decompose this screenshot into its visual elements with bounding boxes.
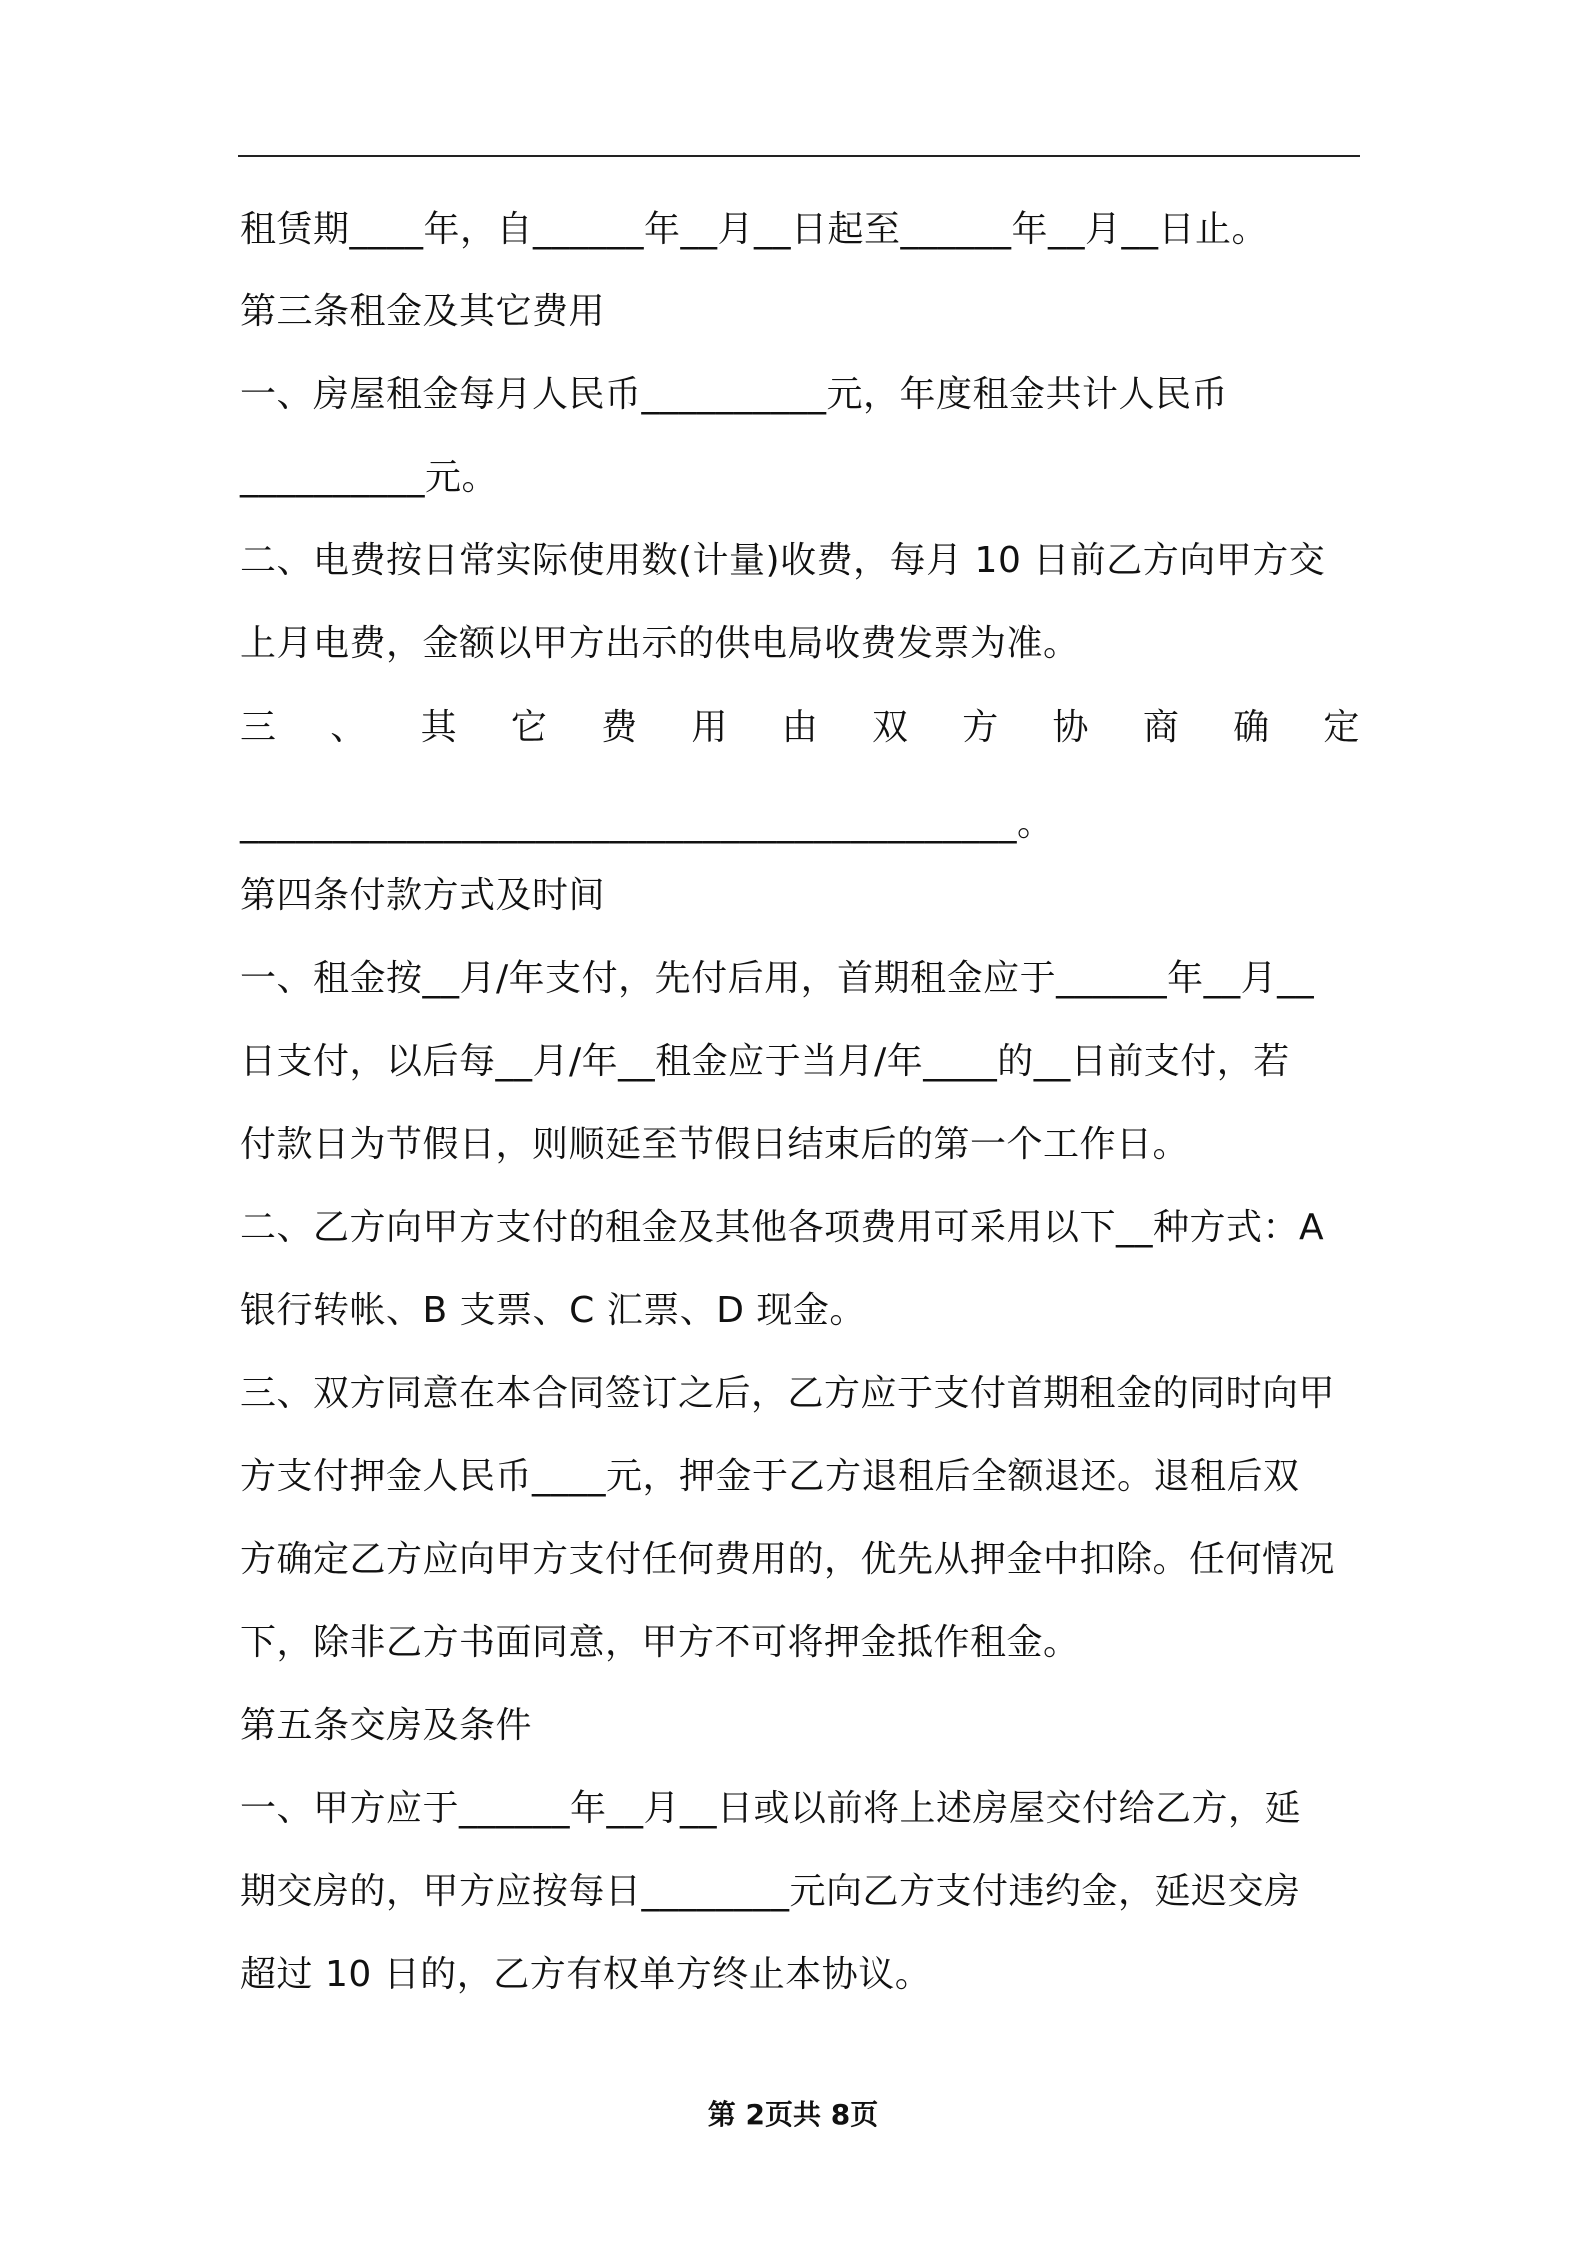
handover-line-3: 超过 10 日的，乙方有权单方终止本协议。 xyxy=(240,1954,932,1995)
spread-char: 、 xyxy=(330,707,367,748)
deposit-line-2: 方支付押金人民币____元，押金于乙方退租后全额退还。退租后双 xyxy=(240,1456,1300,1497)
spread-char: 它 xyxy=(510,707,548,748)
spread-char: 三 xyxy=(240,707,277,748)
spread-char: 协 xyxy=(1052,707,1090,748)
article-5-heading: 第五条交房及条件 xyxy=(240,1705,533,1746)
spread-char: 确 xyxy=(1233,707,1270,748)
other-fees-blank-line: __________________________________________。 xyxy=(240,803,1054,844)
spread-char: 商 xyxy=(1142,707,1180,748)
spread-char: 定 xyxy=(1323,707,1360,748)
payment-method-line-1: 二、乙方向甲方支付的租金及其他各项费用可采用以下__种方式：A xyxy=(240,1207,1325,1248)
header-rule xyxy=(238,155,1360,157)
rent-line-2: __________元。 xyxy=(240,457,499,498)
spread-char: 费 xyxy=(601,707,638,748)
payment-line-2: 日支付，以后每__月/年__租金应于当月/年____的__日前支付，若 xyxy=(240,1041,1290,1082)
other-fees-line xyxy=(240,706,1360,750)
deposit-line-4: 下，除非乙方书面同意，甲方不可将押金抵作租金。 xyxy=(240,1622,1080,1663)
spread-char: 用 xyxy=(691,707,728,748)
spread-char: 双 xyxy=(871,707,909,748)
lease-term-line: 租赁期____年，自______年__月__日起至______年__月__日止。 xyxy=(240,209,1269,250)
spread-char: 方 xyxy=(962,707,999,748)
rent-line-1: 一、房屋租金每月人民币__________元，年度租金共计人民币 xyxy=(240,374,1229,415)
deposit-line-1: 三、双方同意在本合同签订之后，乙方应于支付首期租金的同时向甲 xyxy=(240,1373,1336,1414)
payment-line-1: 一、租金按__月/年支付，先付后用，首期租金应于______年__月__ xyxy=(240,958,1315,999)
spread-char: 由 xyxy=(781,707,819,748)
spread-char: 其 xyxy=(420,707,458,748)
handover-line-1: 一、甲方应于______年__月__日或以前将上述房屋交付给乙方，延 xyxy=(240,1788,1302,1829)
payment-method-line-2: 银行转帐、B 支票、C 汇票、D 现金。 xyxy=(240,1290,866,1331)
electricity-line-1: 二、电费按日常实际使用数(计量)收费，每月 10 日前乙方向甲方交 xyxy=(240,540,1326,581)
handover-line-2: 期交房的，甲方应按每日________元向乙方支付违约金，延迟交房 xyxy=(240,1871,1301,1912)
article-4-heading: 第四条付款方式及时间 xyxy=(240,875,606,916)
article-3-heading: 第三条租金及其它费用 xyxy=(240,291,606,332)
payment-line-3: 付款日为节假日，则顺延至节假日结束后的第一个工作日。 xyxy=(240,1124,1190,1165)
deposit-line-3: 方确定乙方应向甲方支付任何费用的，优先从押金中扣除。任何情况 xyxy=(240,1539,1336,1580)
page-number: 第 2页共 8页 xyxy=(707,2098,879,2131)
electricity-line-2: 上月电费，金额以甲方出示的供电局收费发票为准。 xyxy=(240,623,1080,664)
